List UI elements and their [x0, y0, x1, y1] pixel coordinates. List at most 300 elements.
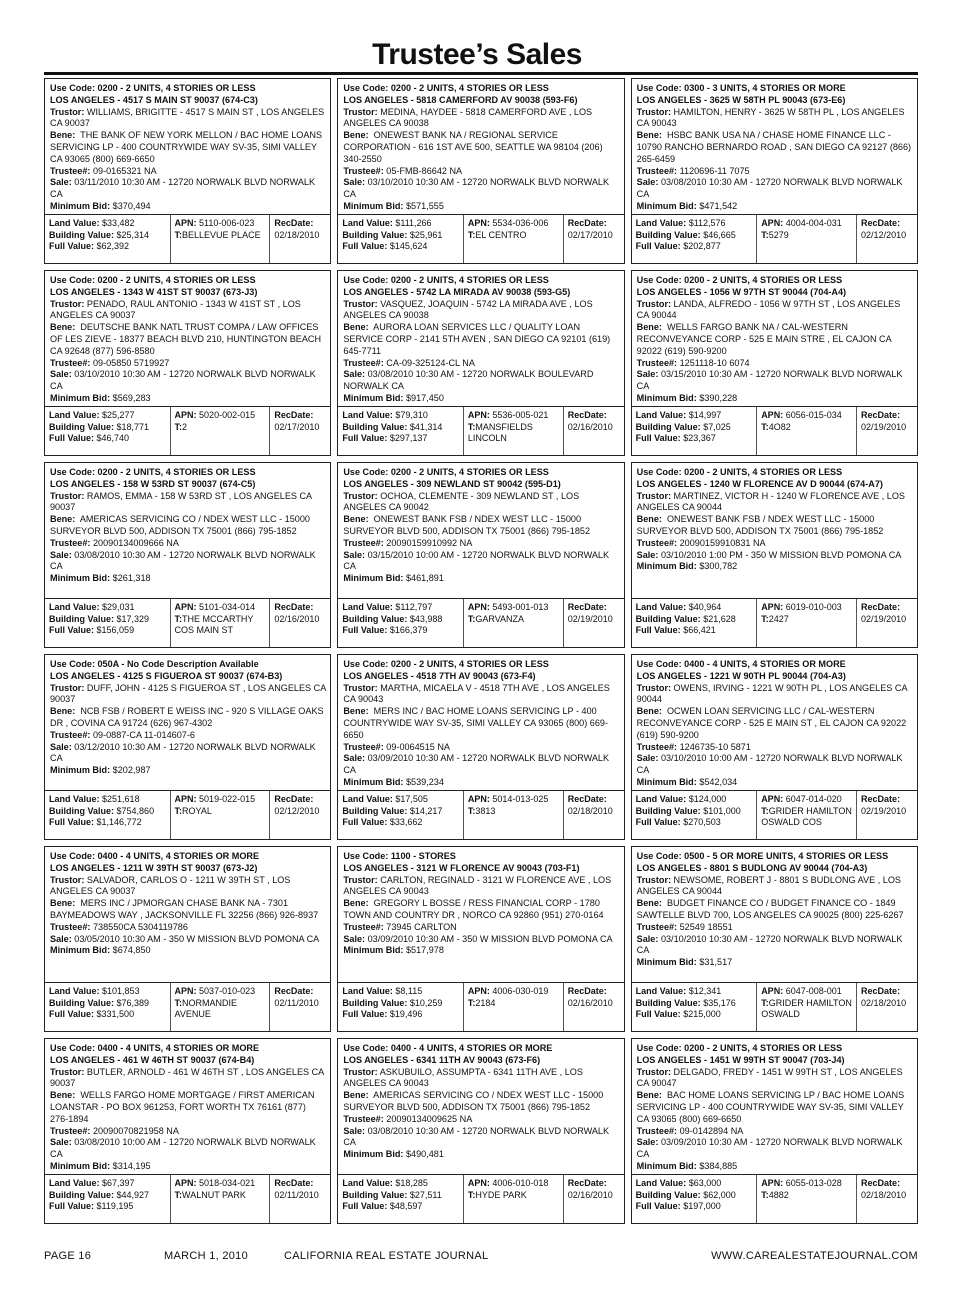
full-value: Full Value: $270,503 [635, 817, 721, 827]
beneficiary-line: Bene: MERS INC / BAC HOME LOANS SERVICING LP - 400 COUNTRYWIDE WAY SV-35, SIMI VALLEY CA 93065 (800) 669-6650 [343, 706, 608, 740]
values-column [338, 215, 464, 263]
values-column [338, 407, 464, 455]
sale-line: Sale: 03/15/2010 10:30 AM - 12720 NORWALK BLVD NORWALK CA [636, 369, 903, 392]
page-title: Trustee’s Sales [372, 38, 582, 71]
trustee-line: Trustee#: 20090159910992 NA [343, 537, 473, 548]
apn: APN: 5018-034-021 [174, 1178, 256, 1188]
values-column [45, 791, 171, 839]
apn-column [757, 1175, 857, 1223]
minimum-bid-line: Minimum Bid: $471,542 [636, 200, 738, 211]
sale-line: Sale: 03/08/2010 10:00 AM - 12720 NORWALK BLVD NORWALK CA [50, 1137, 316, 1160]
use-code: Use Code: 0200 - 2 UNITS, 4 STORIES OR LESS [636, 467, 843, 477]
listing-details [45, 1039, 330, 1179]
tract: T:GRIDER HAMILTON OSWALD [761, 997, 852, 1019]
recdate-value: 02/17/2010 [274, 421, 320, 432]
apn: APN: 6047-014-020 [761, 794, 842, 804]
minimum-bid-line: Minimum Bid: $490,481 [343, 1149, 444, 1160]
land-value: Land Value: $14,997 [635, 410, 722, 420]
beneficiary-line: Bene: DEUTSCHE BANK NATL TRUST COMPA / LAW OFFICES OF LES ZIEVE - 18377 BEACH BLVD 210, HUNTINGTON BEACH CA 92648 (877) 596-8580 [50, 322, 322, 356]
trustee-line: Trustee#: 1246735-10 5871 [636, 741, 751, 752]
use-code: Use Code: 0500 - 5 OR MORE UNITS, 4 STORIES OR LESS [636, 851, 889, 861]
valuation-strip [45, 790, 330, 839]
building-value: Building Value: $41,314 [342, 421, 443, 432]
minimum-bid-line: Minimum Bid: $300,782 [636, 561, 738, 572]
property-address: LOS ANGELES - 1240 W FLORENCE AV D 90044 (674-A7) [636, 478, 883, 489]
full-value: Full Value: $215,000 [635, 1009, 721, 1019]
listing-card [631, 846, 918, 1032]
apn-column [464, 599, 564, 647]
trustee-line: Trustee#: 738550CA 5304119786 [50, 921, 188, 932]
sale-line: Sale: 03/10/2010 10:30 AM - 12720 NORWALK BLVD NORWALK CA [636, 933, 903, 956]
use-code: Use Code: 0200 - 2 UNITS, 4 STORIES OR LESS [50, 275, 256, 285]
recdate-value: 02/18/2010 [274, 229, 320, 240]
valuation-strip [632, 406, 917, 455]
recdate-label: RecDate: [274, 794, 314, 804]
recdate-label: RecDate: [861, 410, 901, 420]
trustor-line: Trustor: OWENS, IRVING - 1221 W 90TH PL , LOS ANGELES CA 90044 [636, 682, 908, 705]
trustor-line: Trustor: NEWSOME, ROBERT J - 8801 S BUDLONG AVE , LOS ANGELES CA 90044 [636, 874, 901, 897]
beneficiary-line: Bene: BUDGET FINANCE CO / BUDGET FINANCE CO - 1849 SAWTELLE BLVD 700, LOS ANGELES CA 90025 (800) 225-6267 [636, 898, 904, 920]
apn-column [464, 983, 564, 1031]
land-value: Land Value: $251,618 [49, 794, 140, 804]
apn-column [757, 599, 857, 647]
recdate-label: RecDate: [567, 1178, 607, 1188]
building-value: Building Value: $21,628 [635, 613, 736, 624]
minimum-bid-line: Minimum Bid: $917,450 [343, 392, 444, 403]
values-column [45, 407, 171, 455]
recdate-column [857, 983, 917, 1031]
land-value: Land Value: $8,115 [342, 986, 423, 996]
recdate-label: RecDate: [861, 1178, 901, 1188]
minimum-bid-line: Minimum Bid: $202,987 [50, 765, 151, 776]
tract: T:2427 [761, 613, 789, 624]
tract: T:2 [174, 421, 188, 432]
sale-line: Sale: 03/10/2010 1:00 PM - 350 W MISSION BLVD POMONA CA [636, 549, 902, 560]
tract: T:HYDE PARK [467, 1189, 527, 1200]
full-value: Full Value: $331,500 [49, 1009, 135, 1019]
sale-line: Sale: 03/09/2010 10:30 AM - 12720 NORWALK BLVD NORWALK CA [636, 1137, 903, 1160]
page-footer [44, 1250, 918, 1262]
apn-column [171, 215, 271, 263]
apn: APN: 5020-002-015 [174, 410, 256, 420]
property-address: LOS ANGELES - 3625 W 58TH PL 90043 (673-E6) [636, 94, 846, 105]
trustee-line: Trustee#: 20090134009625 NA [343, 1113, 473, 1124]
building-value: Building Value: $35,176 [635, 997, 736, 1008]
land-value: Land Value: $33,482 [49, 218, 135, 228]
listing-card [631, 78, 918, 264]
apn-column [171, 599, 271, 647]
full-value: Full Value: $23,367 [635, 433, 716, 443]
building-value: Building Value: $17,329 [49, 613, 150, 624]
trustor-line: Trustor: SALVADOR, CARLOS O - 1211 W 39TH ST , LOS ANGELES CA 90037 [50, 874, 291, 897]
recdate-label: RecDate: [274, 218, 314, 228]
listing-row [44, 270, 918, 462]
recdate-column [857, 215, 917, 263]
valuation-strip [632, 214, 917, 263]
apn: APN: 6019-010-003 [761, 602, 842, 612]
trustee-line: Trustee#: 09-0142894 NA [636, 1125, 744, 1136]
building-value: Building Value: $44,927 [49, 1189, 150, 1200]
apn: APN: 5037-010-023 [174, 986, 256, 996]
building-value: Building Value: $25,314 [49, 229, 150, 240]
use-code: Use Code: 1100 - STORES [343, 851, 456, 861]
beneficiary-line: Bene: WELLS FARGO BANK NA / CAL-WESTERN RECONVEYANCE CORP - 525 E MAIN STRE , EL CAJON CA 92022 (619) 590-9200 [636, 322, 892, 356]
beneficiary-line: Bene: GREGORY L BOSSE / RESS FINANCIAL CORP - 1780 TOWN AND COUNTRY DR , NORCO CA 92860 (951) 270-0164 [343, 898, 604, 920]
recdate-label: RecDate: [567, 986, 607, 996]
recdate-value: 02/18/2010 [861, 1189, 907, 1200]
beneficiary-line: Bene: NCB FSB / ROBERT E WEISS INC - 920 S VILLAGE OAKS DR , COVINA CA 91724 (626) 967-4302 [50, 706, 324, 728]
full-value: Full Value: $297,137 [342, 433, 428, 443]
beneficiary-line: Bene: AURORA LOAN SERVICES LLC / QUALITY LOAN SERVICE CORP - 2141 5TH AVEN , SAN DIEGO CA 92101 (619) 645-7711 [343, 322, 611, 356]
sale-line: Sale: 03/15/2010 10:00 AM - 12720 NORWALK BLVD NORWALK CA [343, 549, 610, 572]
building-value: Building Value: $76,389 [49, 997, 150, 1008]
property-address: LOS ANGELES - 1451 W 99TH ST 90047 (703-J4) [636, 1054, 845, 1065]
values-column [338, 983, 464, 1031]
values-column [632, 599, 758, 647]
trustor-line: Trustor: MEDINA, HAYDEE - 5818 CAMERFORD AVE , LOS ANGELES CA 90038 [343, 106, 593, 129]
sale-line: Sale: 03/09/2010 10:30 AM - 350 W MISSION BLVD POMONA CA [343, 933, 613, 944]
listing-card [631, 654, 918, 840]
apn-column [757, 407, 857, 455]
listing-details [338, 79, 623, 219]
sale-line: Sale: 03/08/2010 10:30 AM - 12720 NORWALK BOULEVARD NORWALK CA [343, 369, 594, 392]
apn: APN: 6055-013-028 [761, 1178, 842, 1188]
apn-column [464, 407, 564, 455]
valuation-strip [338, 406, 623, 455]
property-address: LOS ANGELES - 1211 W 39TH ST 90037 (673-J2) [50, 862, 258, 873]
full-value: Full Value: $1,146,772 [49, 817, 142, 827]
recdate-column [564, 215, 624, 263]
trustor-line: Trustor: MARTHA, MICAELA V - 4518 7TH AVE , LOS ANGELES CA 90043 [343, 682, 610, 705]
listing-card [631, 270, 918, 456]
recdate-label: RecDate: [274, 410, 314, 420]
listing-details [45, 655, 330, 795]
sale-line: Sale: 03/08/2010 10:30 AM - 12720 NORWALK BLVD NORWALK CA [343, 1125, 610, 1148]
use-code: Use Code: 0400 - 4 UNITS, 4 STORIES OR MORE [636, 659, 846, 669]
trustee-line: Trustee#: 1251118-10 6074 [636, 357, 750, 368]
listing-card [337, 654, 624, 840]
beneficiary-line: Bene: AMERICAS SERVICING CO / NDEX WEST LLC - 15000 SURVEYOR BLVD 500, ADDISON TX 75001 (866) 795-1852 [343, 1090, 604, 1112]
building-value: Building Value: $101,000 [635, 805, 741, 816]
title-rule [44, 72, 918, 75]
sale-line: Sale: 03/10/2010 10:30 AM - 12720 NORWALK BLVD NORWALK CA [50, 369, 316, 392]
use-code: Use Code: 0400 - 4 UNITS, 4 STORIES OR MORE [50, 851, 260, 861]
apn: APN: 5110-006-023 [174, 218, 255, 228]
tract: T:EL CENTRO [467, 229, 527, 240]
tract: T:4O82 [761, 421, 791, 432]
values-column [45, 599, 171, 647]
minimum-bid-line: Minimum Bid: $370,494 [50, 200, 151, 211]
trustee-line: Trustee#: 1120696-11 7075 [636, 165, 750, 176]
beneficiary-line: Bene: HSBC BANK USA NA / CHASE HOME FINANCE LLC - 10790 RANCHO BERNARDO ROAD , SAN DIEGO CA 92127 (866) 265-6459 [636, 130, 912, 164]
apn-column [171, 1175, 271, 1223]
trustor-line: Trustor: BUTLER, ARNOLD - 461 W 46TH ST , LOS ANGELES CA 90037 [50, 1066, 324, 1089]
full-value: Full Value: $46,740 [49, 433, 130, 443]
tract: T:THE MCCARTHY COS MAIN ST [174, 613, 254, 635]
apn: APN: 4006-030-019 [467, 986, 549, 996]
trustee-line: Trustee#: CA-09-325124-CL NA [343, 357, 475, 368]
recdate-value: 02/18/2010 [567, 805, 613, 816]
trustee-line: Trustee#: 05-FMB-86642 NA [343, 165, 463, 176]
apn: APN: 5101-034-014 [174, 602, 256, 612]
page-number: PAGE 16 [44, 1250, 92, 1262]
tract: T:2184 [467, 997, 496, 1008]
land-value: Land Value: $124,000 [635, 794, 727, 804]
beneficiary-line: Bene: MERS INC / JPMORGAN CHASE BANK NA - 7301 BAYMEADOWS WAY , JACKSONVILLE FL 32256 (866) 926-8937 [50, 898, 319, 920]
journal-url: WWW.CAREALESTATEJOURNAL.COM [711, 1250, 918, 1262]
tract: T:3813 [467, 805, 496, 816]
trustor-line: Trustor: OCHOA, CLEMENTE - 309 NEWLAND ST , LOS ANGELES CA 90042 [343, 490, 580, 513]
trustee-line: Trustee#: 09-0887-CA 11-014607-6 [50, 729, 195, 740]
trustor-line: Trustor: RAMOS, EMMA - 158 W 53RD ST , LOS ANGELES CA 90037 [50, 490, 312, 513]
trustee-line: Trustee#: 09-0165321 NA [50, 165, 157, 176]
listing-card [337, 1038, 624, 1224]
property-address: LOS ANGELES - 4517 S MAIN ST 90037 (674-C3) [50, 94, 258, 105]
recdate-column [564, 1175, 624, 1223]
apn: APN: 4006-010-018 [467, 1178, 549, 1188]
minimum-bid-line: Minimum Bid: $569,283 [50, 392, 151, 403]
apn: APN: 5536-005-021 [467, 410, 549, 420]
recdate-label: RecDate: [861, 602, 901, 612]
valuation-strip [632, 598, 917, 647]
sale-line: Sale: 03/10/2010 10:30 AM - 12720 NORWALK BLVD NORWALK CA [343, 177, 610, 200]
valuation-strip [632, 1174, 917, 1223]
building-value: Building Value: $10,259 [342, 997, 443, 1008]
listing-details [632, 79, 917, 219]
sale-line: Sale: 03/05/2010 10:30 AM - 350 W MISSION BLVD POMONA CA [50, 933, 320, 944]
building-value: Building Value: $27,511 [342, 1189, 442, 1200]
listing-card [44, 846, 331, 1032]
trustor-line: Trustor: DUFF, JOHN - 4125 S FIGUEROA ST , LOS ANGELES CA 90037 [50, 682, 326, 705]
recdate-column [857, 1175, 917, 1223]
listing-details [632, 463, 917, 603]
use-code: Use Code: 0400 - 4 UNITS, 4 STORIES OR MORE [50, 1043, 260, 1053]
recdate-value: 02/19/2010 [861, 805, 907, 816]
valuation-strip [632, 982, 917, 1031]
property-address: LOS ANGELES - 4518 7TH AV 90043 (673-F4) [343, 670, 536, 681]
valuation-strip [338, 1174, 623, 1223]
listing-card [631, 462, 918, 648]
tract: T:4882 [761, 1189, 789, 1200]
tract: T:NORMANDIE AVENUE [174, 997, 238, 1019]
apn-column [757, 215, 857, 263]
beneficiary-line: Bene: WELLS FARGO HOME MORTGAGE / FIRST AMERICAN LOANSTAR - PO BOX 961253, FORT WORTH TX 76161 (877) 276-1894 [50, 1090, 315, 1124]
apn-column [171, 983, 271, 1031]
listing-row [44, 78, 918, 270]
apn-column [464, 215, 564, 263]
apn-column [757, 983, 857, 1031]
recdate-label: RecDate: [567, 410, 607, 420]
apn-column [757, 791, 857, 839]
use-code: Use Code: 0200 - 2 UNITS, 4 STORIES OR LESS [50, 467, 256, 477]
trustee-line: Trustee#: 09-05850 5719927 [50, 357, 170, 368]
building-value: Building Value: $25,961 [342, 229, 443, 240]
building-value: Building Value: $754,860 [49, 805, 155, 816]
beneficiary-line: Bene: AMERICAS SERVICING CO / NDEX WEST LLC - 15000 SURVEYOR BLVD 500, ADDISON TX 75001 (866) 795-1852 [50, 514, 310, 536]
property-address: LOS ANGELES - 461 W 46TH ST 90037 (674-B4) [50, 1054, 255, 1065]
recdate-column [564, 983, 624, 1031]
recdate-column [270, 407, 330, 455]
minimum-bid-line: Minimum Bid: $542,034 [636, 776, 738, 787]
full-value: Full Value: $62,392 [49, 241, 130, 251]
values-column [632, 983, 758, 1031]
minimum-bid-line: Minimum Bid: $261,318 [50, 573, 151, 584]
trustee-line: Trustee#: 73945 CARLTON [343, 921, 457, 932]
trustee-line: Trustee#: 09-0064515 NA [343, 741, 451, 752]
recdate-value: 02/19/2010 [567, 613, 613, 624]
property-address: LOS ANGELES - 158 W 53RD ST 90037 (674-C5) [50, 478, 256, 489]
listing-details [338, 847, 623, 987]
recdate-column [270, 599, 330, 647]
tract: T:GARVANZA [467, 613, 525, 624]
trustee-line: Trustee#: 20090159910831 NA [636, 537, 766, 548]
property-address: LOS ANGELES - 3121 W FLORENCE AV 90043 (703-F1) [343, 862, 580, 873]
property-address: LOS ANGELES - 1221 W 90TH PL 90044 (704-A3) [636, 670, 846, 681]
minimum-bid-line: Minimum Bid: $314,195 [50, 1160, 151, 1171]
values-column [632, 1175, 758, 1223]
use-code: Use Code: 0200 - 2 UNITS, 4 STORIES OR LESS [343, 83, 549, 93]
tract: T:ROYAL [174, 805, 212, 816]
beneficiary-line: Bene: OCWEN LOAN SERVICING LLC / CAL-WESTERN RECONVEYANCE CORP - 525 E MAIN ST , EL CAJON CA 92022 (619) 590-9200 [636, 706, 907, 740]
listing-card [44, 654, 331, 840]
listing-row [44, 846, 918, 1038]
full-value: Full Value: $166,379 [342, 625, 428, 635]
land-value: Land Value: $101,853 [49, 986, 140, 996]
recdate-column [564, 407, 624, 455]
minimum-bid-line: Minimum Bid: $539,234 [343, 776, 444, 787]
listing-details [632, 655, 917, 795]
property-address: LOS ANGELES - 4125 S FIGUEROA ST 90037 (674-B3) [50, 670, 283, 681]
land-value: Land Value: $29,031 [49, 602, 135, 612]
valuation-strip [45, 1174, 330, 1223]
land-value: Land Value: $17,505 [342, 794, 428, 804]
sale-line: Sale: 03/08/2010 10:30 AM - 12720 NORWALK BLVD NORWALK CA [636, 177, 903, 200]
property-address: LOS ANGELES - 5818 CAMERFORD AV 90038 (593-F6) [343, 94, 578, 105]
recdate-column [564, 791, 624, 839]
listing-details [632, 1039, 917, 1179]
beneficiary-line: Bene: ONEWEST BANK FSB / NDEX WEST LLC - 15000 SURVEYOR BLVD 500, ADDISON TX 75001 (866) 795-1852 [636, 514, 884, 536]
use-code: Use Code: 0400 - 4 UNITS, 4 STORIES OR MORE [343, 1043, 553, 1053]
listing-row [44, 462, 918, 654]
minimum-bid-line: Minimum Bid: $390,228 [636, 392, 738, 403]
full-value: Full Value: $19,496 [342, 1009, 423, 1019]
property-address: LOS ANGELES - 309 NEWLAND ST 90042 (595-D1) [343, 478, 561, 489]
trustor-line: Trustor: CARLTON, REGINALD - 3121 W FLORENCE AVE , LOS ANGELES CA 90043 [343, 874, 612, 897]
recdate-value: 02/16/2010 [567, 997, 613, 1008]
recdate-label: RecDate: [567, 602, 607, 612]
recdate-value: 02/11/2010 [274, 997, 319, 1008]
apn-column [171, 407, 271, 455]
full-value: Full Value: $156,059 [49, 625, 135, 635]
trustee-line: Trustee#: 52549 18551 [636, 921, 733, 932]
building-value: Building Value: $46,665 [635, 229, 736, 240]
sale-line: Sale: 03/08/2010 10:30 AM - 12720 NORWALK BLVD NORWALK CA [50, 549, 316, 572]
minimum-bid-line: Minimum Bid: $674,850 [50, 945, 151, 956]
land-value: Land Value: $40,964 [635, 602, 722, 612]
recdate-value: 02/16/2010 [567, 1189, 613, 1200]
tract: T:5279 [761, 229, 789, 240]
listing-details [45, 271, 330, 411]
sale-line: Sale: 03/12/2010 10:30 AM - 12720 NORWALK BLVD NORWALK CA [50, 741, 316, 764]
beneficiary-line: Bene: ONEWEST BANK FSB / NDEX WEST LLC - 15000 SURVEYOR BLVD 500, ADDISON TX 75001 (866) 795-1852 [343, 514, 590, 536]
land-value: Land Value: $112,576 [635, 218, 726, 228]
apn: APN: 5493-001-013 [467, 602, 549, 612]
listing-card [44, 1038, 331, 1224]
valuation-strip [338, 598, 623, 647]
recdate-value: 02/12/2010 [274, 805, 320, 816]
listing-card [44, 78, 331, 264]
full-value: Full Value: $66,421 [635, 625, 716, 635]
land-value: Land Value: $112,797 [342, 602, 433, 612]
use-code: Use Code: 0200 - 2 UNITS, 4 STORIES OR LESS [343, 659, 549, 669]
recdate-label: RecDate: [861, 218, 901, 228]
trustor-line: Trustor: ASKUBUILO, ASSUMPTA - 6341 11TH AVE , LOS ANGELES CA 90043 [343, 1066, 583, 1089]
recdate-column [270, 1175, 330, 1223]
apn: APN: 5019-022-015 [174, 794, 256, 804]
property-address: LOS ANGELES - 1056 W 97TH ST 90044 (704-A4) [636, 286, 847, 297]
use-code: Use Code: 0300 - 3 UNITS, 4 STORIES OR MORE [636, 83, 846, 93]
full-value: Full Value: $145,624 [342, 241, 428, 251]
tract: T:GRIDER HAMILTON OSWALD COS [761, 805, 852, 827]
use-code: Use Code: 0200 - 2 UNITS, 4 STORIES OR LESS [636, 1043, 843, 1053]
building-value: Building Value: $18,771 [49, 421, 150, 432]
trustor-line: Trustor: HAMILTON, HENRY - 3625 W 58TH PL , LOS ANGELES CA 90043 [636, 106, 905, 129]
values-column [45, 1175, 171, 1223]
minimum-bid-line: Minimum Bid: $31,517 [636, 957, 733, 968]
minimum-bid-line: Minimum Bid: $461,891 [343, 573, 444, 584]
trustor-line: Trustor: LANDA, ALFREDO - 1056 W 97TH ST , LOS ANGELES CA 90044 [636, 298, 901, 321]
values-column [632, 791, 758, 839]
trustee-line: Trustee#: 20090070821958 NA [50, 1125, 179, 1136]
listing-details [338, 271, 623, 411]
trustor-line: Trustor: MARTINEZ, VICTOR H - 1240 W FLORENCE AVE , LOS ANGELES CA 90044 [636, 490, 905, 513]
values-column [338, 599, 464, 647]
listing-details [338, 655, 623, 795]
apn: APN: 5534-036-006 [467, 218, 549, 228]
issue-date: MARCH 1, 2010 [164, 1250, 248, 1262]
trustor-line: Trustor: VASQUEZ, JOAQUIN - 5742 LA MIRADA AVE , LOS ANGELES CA 90038 [343, 298, 593, 321]
valuation-strip [45, 982, 330, 1031]
land-value: Land Value: $12,341 [635, 986, 722, 996]
journal-name: CALIFORNIA REAL ESTATE JOURNAL [284, 1250, 489, 1262]
recdate-label: RecDate: [861, 794, 901, 804]
listing-card [631, 1038, 918, 1224]
tract: T:WALNUT PARK [174, 1189, 246, 1200]
recdate-value: 02/19/2010 [861, 421, 907, 432]
recdate-column [270, 791, 330, 839]
recdate-value: 02/16/2010 [274, 613, 320, 624]
values-column [632, 407, 758, 455]
land-value: Land Value: $18,285 [342, 1178, 428, 1188]
values-column [45, 215, 171, 263]
full-value: Full Value: $33,662 [342, 817, 423, 827]
apn-column [464, 1175, 564, 1223]
valuation-strip [338, 214, 623, 263]
land-value: Land Value: $67,397 [49, 1178, 135, 1188]
recdate-column [857, 599, 917, 647]
land-value: Land Value: $25,277 [49, 410, 135, 420]
minimum-bid-line: Minimum Bid: $384,885 [636, 1160, 738, 1171]
listing-details [632, 847, 917, 987]
use-code: Use Code: 050A - No Code Description Available [50, 659, 259, 669]
use-code: Use Code: 0200 - 2 UNITS, 4 STORIES OR LESS [50, 83, 256, 93]
recdate-value: 02/11/2010 [274, 1189, 319, 1200]
values-column [45, 983, 171, 1031]
recdate-value: 02/17/2010 [567, 229, 613, 240]
use-code: Use Code: 0200 - 2 UNITS, 4 STORIES OR LESS [343, 275, 549, 285]
recdate-label: RecDate: [274, 602, 314, 612]
full-value: Full Value: $119,195 [49, 1201, 134, 1211]
